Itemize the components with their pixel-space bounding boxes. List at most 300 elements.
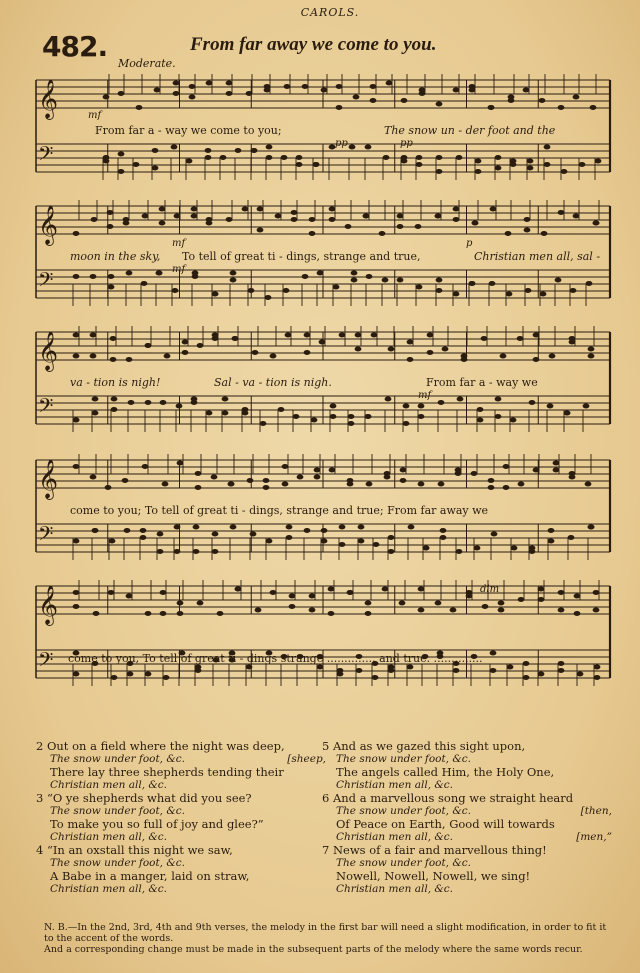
note-head <box>136 105 143 110</box>
note-head <box>302 274 309 279</box>
note-head <box>314 468 321 473</box>
verse-line <box>36 766 326 779</box>
note-head <box>250 532 257 537</box>
note-head <box>365 414 372 419</box>
note-head <box>162 482 169 487</box>
verse-text: There lay three shepherds tending their <box>50 765 284 779</box>
note-head <box>212 292 219 297</box>
note-head <box>140 535 147 540</box>
note-head <box>266 145 273 150</box>
note-head <box>73 464 80 469</box>
note-head <box>401 155 408 160</box>
note-head <box>242 411 249 416</box>
note-head <box>171 145 178 150</box>
treble-clef-icon: 𝄞 <box>38 585 59 625</box>
note-head <box>358 525 365 530</box>
note-head <box>570 288 577 293</box>
note-head <box>304 528 311 533</box>
note-head <box>285 333 292 338</box>
note-head <box>355 333 362 338</box>
note-head <box>118 152 125 157</box>
note-head <box>453 207 460 212</box>
note-head <box>569 471 576 476</box>
note-head <box>108 285 115 290</box>
note-head <box>569 340 576 345</box>
note-head <box>122 478 129 483</box>
note-head <box>189 95 196 100</box>
note-head <box>500 354 507 359</box>
note-head <box>140 528 147 533</box>
verse-text: A Babe in a manger, laid on straw, <box>50 869 250 883</box>
verse-text: Christian men all, &c. <box>336 779 453 791</box>
note-head <box>436 169 443 174</box>
note-head <box>558 668 565 673</box>
note-head <box>474 546 481 551</box>
note-head <box>541 231 548 236</box>
note-head <box>195 668 202 673</box>
bass-clef-icon: 𝄢 <box>38 268 54 296</box>
note-head <box>289 594 296 599</box>
note-head <box>230 271 237 276</box>
note-head <box>111 397 118 402</box>
note-head <box>145 611 152 616</box>
note-head <box>408 525 415 530</box>
lyric-line: The snow un - der foot and the <box>384 124 556 137</box>
note-head <box>518 482 525 487</box>
lyric-line: come to you; To tell of great ti - dings, strange and true; From far away we <box>70 504 489 517</box>
treble-clef-icon: 𝄞 <box>38 79 59 119</box>
note-head <box>173 81 180 86</box>
note-head <box>195 471 202 476</box>
note-head <box>351 271 358 276</box>
note-head <box>370 98 377 103</box>
note-head <box>383 155 390 160</box>
note-head <box>517 336 524 341</box>
note-head <box>595 159 602 164</box>
note-head <box>568 535 575 540</box>
note-head <box>90 475 97 480</box>
note-head <box>527 166 534 171</box>
bass-clef-icon: 𝄢 <box>38 394 54 422</box>
note-head <box>252 350 259 355</box>
note-head <box>291 217 298 222</box>
verse-text: Christian men all, &c. <box>50 883 167 895</box>
note-head <box>73 274 80 279</box>
verse-line <box>322 883 612 896</box>
verse-line <box>36 883 326 896</box>
note-head <box>330 414 337 419</box>
note-head <box>317 665 324 670</box>
note-head <box>345 224 352 229</box>
note-head <box>495 166 502 171</box>
note-head <box>438 400 445 405</box>
note-head <box>508 95 515 100</box>
note-head <box>472 221 479 226</box>
note-head <box>436 278 443 283</box>
note-head <box>160 611 167 616</box>
verse-line <box>322 844 612 857</box>
note-head <box>544 162 551 167</box>
verse-line <box>36 844 326 857</box>
bass-clef-icon: 𝄢 <box>38 648 54 676</box>
note-head <box>329 217 336 222</box>
note-head <box>91 217 98 222</box>
verse-text: The snow under foot, &c. <box>336 805 471 817</box>
note-head <box>418 587 425 592</box>
note-head <box>109 539 116 544</box>
note-head <box>293 414 300 419</box>
note-head <box>108 590 115 595</box>
note-head <box>265 295 272 300</box>
note-head <box>230 278 237 283</box>
note-head <box>382 587 389 592</box>
note-head <box>317 271 324 276</box>
note-head <box>403 421 410 426</box>
verse-continuation: [men,” <box>576 831 612 843</box>
note-head <box>539 98 546 103</box>
note-head <box>453 88 460 93</box>
note-head <box>482 604 489 609</box>
verse-text: Christian men all, &c. <box>336 883 453 895</box>
footnote <box>44 922 614 955</box>
note-head <box>469 88 476 93</box>
note-head <box>103 95 110 100</box>
note-head <box>418 404 425 409</box>
note-head <box>511 546 518 551</box>
verses-section <box>30 740 620 918</box>
note-head <box>379 231 386 236</box>
dynamic-marking: mf <box>418 390 432 401</box>
note-head <box>124 528 131 533</box>
note-head <box>304 333 311 338</box>
note-head <box>339 525 346 530</box>
note-head <box>548 539 555 544</box>
note-head <box>282 464 289 469</box>
note-head <box>435 601 442 606</box>
note-head <box>296 162 303 167</box>
note-head <box>92 397 99 402</box>
note-head <box>172 288 179 293</box>
note-head <box>309 231 316 236</box>
note-head <box>370 84 377 89</box>
note-head <box>103 155 110 160</box>
note-head <box>400 468 407 473</box>
note-head <box>255 608 262 613</box>
note-head <box>193 549 200 554</box>
note-head <box>456 155 463 160</box>
note-head <box>481 336 488 341</box>
hymn-title: From far away we come to you. <box>190 34 437 55</box>
verse-line <box>322 818 612 831</box>
note-head <box>529 549 536 554</box>
note-head <box>558 210 565 215</box>
note-head <box>242 207 249 212</box>
verse-continuation: [sheep, <box>287 753 326 765</box>
tempo-marking: Moderate. <box>118 57 176 70</box>
note-head <box>555 278 562 283</box>
note-head <box>407 665 414 670</box>
note-head <box>491 532 498 537</box>
note-head <box>145 343 152 348</box>
note-head <box>585 482 592 487</box>
note-head <box>195 485 202 490</box>
note-head <box>127 672 134 677</box>
note-head <box>363 214 370 219</box>
note-head <box>553 468 560 473</box>
note-head <box>373 542 380 547</box>
note-head <box>73 418 80 423</box>
note-head <box>235 148 242 153</box>
note-head <box>278 407 285 412</box>
note-head <box>73 354 80 359</box>
note-head <box>282 482 289 487</box>
note-head <box>388 347 395 352</box>
note-head <box>524 228 531 233</box>
note-head <box>365 145 372 150</box>
note-head <box>506 292 513 297</box>
verse-text: 2 Out on a field where the night was deep, <box>36 739 285 753</box>
note-head <box>382 278 389 283</box>
note-head <box>355 347 362 352</box>
note-head <box>489 281 496 286</box>
note-head <box>314 475 321 480</box>
verse-line <box>322 870 612 883</box>
verse-text: The snow under foot, &c. <box>336 753 471 765</box>
note-head <box>110 336 117 341</box>
verses-right-column <box>322 740 612 896</box>
note-head <box>264 84 271 89</box>
verse-text: 7 News of a fair and marvellous thing! <box>322 843 547 857</box>
verse-text: Of Peace on Earth, Good will towards <box>336 817 555 831</box>
note-head <box>339 542 346 547</box>
note-head <box>260 421 267 426</box>
note-head <box>92 528 99 533</box>
note-head <box>495 397 502 402</box>
note-head <box>309 594 316 599</box>
note-head <box>588 347 595 352</box>
note-head <box>456 549 463 554</box>
note-head <box>191 397 198 402</box>
note-head <box>427 350 434 355</box>
note-head <box>385 397 392 402</box>
note-head <box>495 414 502 419</box>
verse-text: The angels called Him, the Holy One, <box>336 765 555 779</box>
note-head <box>523 88 530 93</box>
note-head <box>159 207 166 212</box>
note-head <box>415 224 422 229</box>
note-head <box>142 214 149 219</box>
note-head <box>141 281 148 286</box>
note-head <box>558 590 565 595</box>
note-head <box>386 81 393 86</box>
note-head <box>453 292 460 297</box>
note-head <box>505 231 512 236</box>
note-head <box>133 162 140 167</box>
verse-text: The snow under foot, &c. <box>336 857 471 869</box>
note-head <box>226 91 233 96</box>
footnote-line: And a corresponding change must be made in the subsequent parts of the melody where the same words recur. <box>44 944 583 955</box>
note-head <box>228 482 235 487</box>
note-head <box>561 169 568 174</box>
verse-line <box>36 818 326 831</box>
note-head <box>440 528 447 533</box>
verse-line <box>322 766 612 779</box>
verse-continuation: [then, <box>580 805 612 817</box>
note-head <box>573 214 580 219</box>
note-head <box>73 231 80 236</box>
note-head <box>270 590 277 595</box>
note-head <box>356 668 363 673</box>
note-head <box>92 411 99 416</box>
note-head <box>275 214 282 219</box>
note-head <box>152 148 159 153</box>
note-head <box>349 145 356 150</box>
note-head <box>388 668 395 673</box>
verse-line <box>322 740 612 753</box>
note-head <box>142 464 149 469</box>
note-head <box>160 400 167 405</box>
note-head <box>145 400 152 405</box>
note-head <box>475 159 482 164</box>
note-head <box>507 665 514 670</box>
note-head <box>311 418 318 423</box>
note-head <box>333 285 340 290</box>
note-head <box>154 88 161 93</box>
note-head <box>588 525 595 530</box>
note-head <box>157 549 164 554</box>
note-head <box>266 539 273 544</box>
note-head <box>453 668 460 673</box>
note-head <box>503 485 510 490</box>
note-head <box>384 475 391 480</box>
note-head <box>313 162 320 167</box>
note-head <box>230 525 237 530</box>
score-staves <box>0 70 640 735</box>
note-head <box>73 333 80 338</box>
note-head <box>397 278 404 283</box>
note-head <box>73 604 80 609</box>
note-head <box>206 221 213 226</box>
note-head <box>304 350 311 355</box>
note-head <box>366 274 373 279</box>
note-head <box>212 333 219 338</box>
verse-text: Christian men all, &c. <box>336 831 453 843</box>
note-head <box>488 478 495 483</box>
note-head <box>440 535 447 540</box>
note-head <box>211 475 218 480</box>
note-head <box>73 539 80 544</box>
note-head <box>90 274 97 279</box>
note-head <box>544 145 551 150</box>
note-head <box>128 400 135 405</box>
note-head <box>477 418 484 423</box>
note-head <box>457 397 464 402</box>
note-head <box>527 159 534 164</box>
note-head <box>450 608 457 613</box>
note-head <box>490 668 497 673</box>
note-head <box>90 333 97 338</box>
verse-text: The snow under foot, &c. <box>50 753 185 765</box>
lyric-line: Christian men all, sal - <box>474 250 601 263</box>
note-head <box>416 285 423 290</box>
note-head <box>321 539 328 544</box>
note-head <box>182 350 189 355</box>
verses-left-column <box>36 740 326 896</box>
note-head <box>126 357 133 362</box>
note-head <box>126 271 133 276</box>
note-head <box>336 84 343 89</box>
note-head <box>583 404 590 409</box>
treble-clef-icon: 𝄞 <box>38 459 59 499</box>
note-head <box>510 418 517 423</box>
note-head <box>197 601 204 606</box>
dynamic-marking: p <box>466 238 473 249</box>
note-head <box>490 207 497 212</box>
note-head <box>388 549 395 554</box>
note-head <box>365 601 372 606</box>
note-head <box>574 611 581 616</box>
verse-text: 6 And a marvellous song we straight heard <box>322 791 574 805</box>
note-head <box>220 155 227 160</box>
note-head <box>110 357 117 362</box>
verse-text: Christian men all, &c. <box>50 831 167 843</box>
lyric-line: To tell of great ti - dings, strange and true, <box>182 250 421 263</box>
note-head <box>123 217 130 222</box>
note-head <box>182 340 189 345</box>
note-head <box>372 675 379 680</box>
lyric-line: va - tion is nigh! <box>70 376 161 389</box>
note-head <box>197 343 204 348</box>
note-head <box>159 221 166 226</box>
note-head <box>593 608 600 613</box>
verse-text: Nowell, Nowell, Nowell, we sing! <box>336 869 531 883</box>
note-head <box>594 675 601 680</box>
note-head <box>498 608 505 613</box>
bass-clef-icon: 𝄢 <box>38 142 54 170</box>
note-head <box>418 608 425 613</box>
section-title: CAROLS. <box>300 6 360 19</box>
note-head <box>416 162 423 167</box>
note-head <box>263 485 270 490</box>
verse-line <box>36 792 326 805</box>
note-head <box>328 587 335 592</box>
note-head <box>529 400 536 405</box>
bass-clef-icon: 𝄢 <box>38 522 54 550</box>
note-head <box>281 155 288 160</box>
note-head <box>329 207 336 212</box>
note-head <box>319 340 326 345</box>
note-head <box>397 214 404 219</box>
note-head <box>348 414 355 419</box>
note-head <box>126 594 133 599</box>
note-head <box>93 611 100 616</box>
note-head <box>108 274 115 279</box>
note-head <box>321 88 328 93</box>
note-head <box>436 288 443 293</box>
note-head <box>358 539 365 544</box>
music-score <box>0 70 640 735</box>
verse-text: The snow under foot, &c. <box>50 857 185 869</box>
note-head <box>284 84 291 89</box>
note-head <box>558 661 565 666</box>
dynamic-marking: mf <box>88 110 102 121</box>
note-head <box>309 217 316 222</box>
note-head <box>283 288 290 293</box>
note-head <box>549 354 556 359</box>
note-head <box>469 281 476 286</box>
note-head <box>212 532 219 537</box>
note-head <box>503 464 510 469</box>
